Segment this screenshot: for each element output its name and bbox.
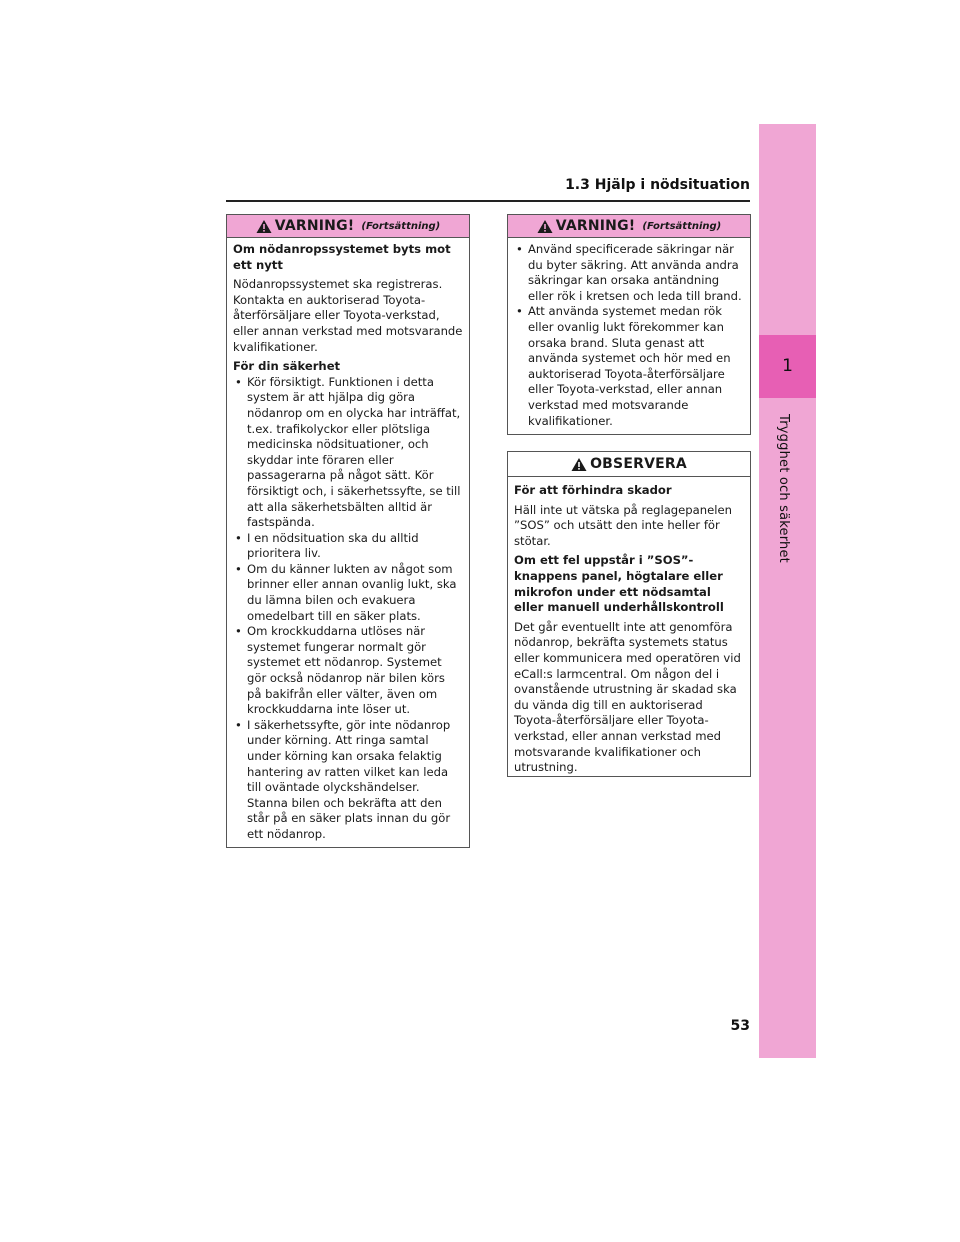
list-item: • I säkerhetssyfte, gör inte nödanrop under körning. Att ringa samtal under körning kan orsaka felaktig hantering av ratten vilket kan leda till oväntade olyckshändelser. Stanna bilen och bekräfta att den står på en säker plats innan du gör ett nödanrop.: [233, 718, 463, 843]
subheading: Om nödanropssystemet byts mot ett nytt: [233, 242, 451, 272]
warning-box-left: [226, 214, 470, 848]
warning-header: [508, 215, 750, 238]
warning-box-right: [507, 214, 751, 435]
subheading: Om ett fel uppstår i ”SOS”-knappens panel, högtalare eller mikrofon under ett nödsamtal eller manuell underhållskontroll: [514, 553, 724, 615]
page-number: 53: [730, 1018, 750, 1034]
subheading: För din säkerhet: [233, 359, 341, 374]
warning-triangle-icon: [256, 219, 272, 234]
list-item: • Använd specificerade säkringar när du byter säkring. Att använda andra säkringar kan orsaka antändning eller rök i kretsen och leda till brand.: [514, 242, 744, 304]
bullet-list: [514, 242, 744, 429]
warning-title: VARNING!: [274, 218, 355, 234]
paragraph: Det går eventuellt inte att genomföra nödanrop, bekräfta systemets status eller kommunicera med operatören vid eCall:s larmcentral. Om någon del i ovanstående utrustning är skadad ska du vända dig till en auktoriserad Toyota-återförsäljare eller Toyota-verkstad, eller annan verkstad med motsvarande kvalifikationer och utrustning.: [514, 619, 741, 775]
paragraph: Häll inte ut vätska på reglagepanelen ”SOS” och utsätt den inte heller för stötar.: [514, 502, 732, 548]
bullet-list: [233, 375, 463, 843]
notice-body: [508, 477, 750, 786]
warning-title: VARNING!: [555, 218, 636, 234]
list-item: • I en nödsituation ska du alltid prioritera liv.: [233, 531, 463, 562]
warning-subtitle: (Fortsättning): [361, 220, 441, 232]
list-item: • Att använda systemet medan rök eller ovanlig lukt förekommer kan orsaka brand. Sluta genast att använda systemet och hör med en auktoriserad Toyota-återförsäljare eller Toyota-verkstad, eller annan verkstad med motsvarande kvalifikationer.: [514, 304, 744, 429]
section-header: 1.3 Hjälp i nödsituation: [565, 177, 750, 193]
header-divider: [226, 200, 750, 202]
warning-body: [227, 238, 469, 849]
warning-header: [227, 215, 469, 238]
notice-title: OBSERVERA: [590, 456, 687, 472]
chapter-number: 1: [759, 335, 816, 398]
chapter-title: Trygghet och säkerhet: [776, 414, 791, 563]
warning-subtitle: (Fortsättning): [642, 220, 722, 232]
paragraph: Nödanropssystemet ska registreras. Kontakta en auktoriserad Toyota-återförsäljare eller Toyota-verkstad, eller annan verkstad med motsvarande kvalifikationer.: [233, 277, 463, 354]
notice-box: [507, 451, 751, 777]
notice-header: [508, 452, 750, 477]
notice-triangle-icon: [571, 457, 587, 472]
warning-body: [508, 238, 750, 435]
subheading: För att förhindra skador: [514, 483, 672, 497]
list-item: • Om du känner lukten av något som brinner eller annan ovanlig lukt, ska du lämna bilen och evakuera omedelbart till en säker plats.: [233, 562, 463, 624]
list-item: • Om krockkuddarna utlöses när systemet fungerar normalt gör systemet ett nödanrop. Systemet gör också nödanrop när bilen körs på bakifrån eller välter, även om krockkuddarna inte löser ut.: [233, 624, 463, 718]
list-item: • Kör försiktigt. Funktionen i detta system är att hjälpa dig göra nödanrop om en olycka har inträffat, t.ex. trafikolyckor eller plötsliga medicinska nödsituationer, och skyddar inte föraren eller passagerarna på något sätt. Kör försiktigt och, i säkerhetssyfte, se till att alla säkerhetsbälten alltid är fastspända.: [233, 375, 463, 531]
warning-triangle-icon: [537, 219, 553, 234]
chapter-side-tab: [759, 124, 816, 1058]
